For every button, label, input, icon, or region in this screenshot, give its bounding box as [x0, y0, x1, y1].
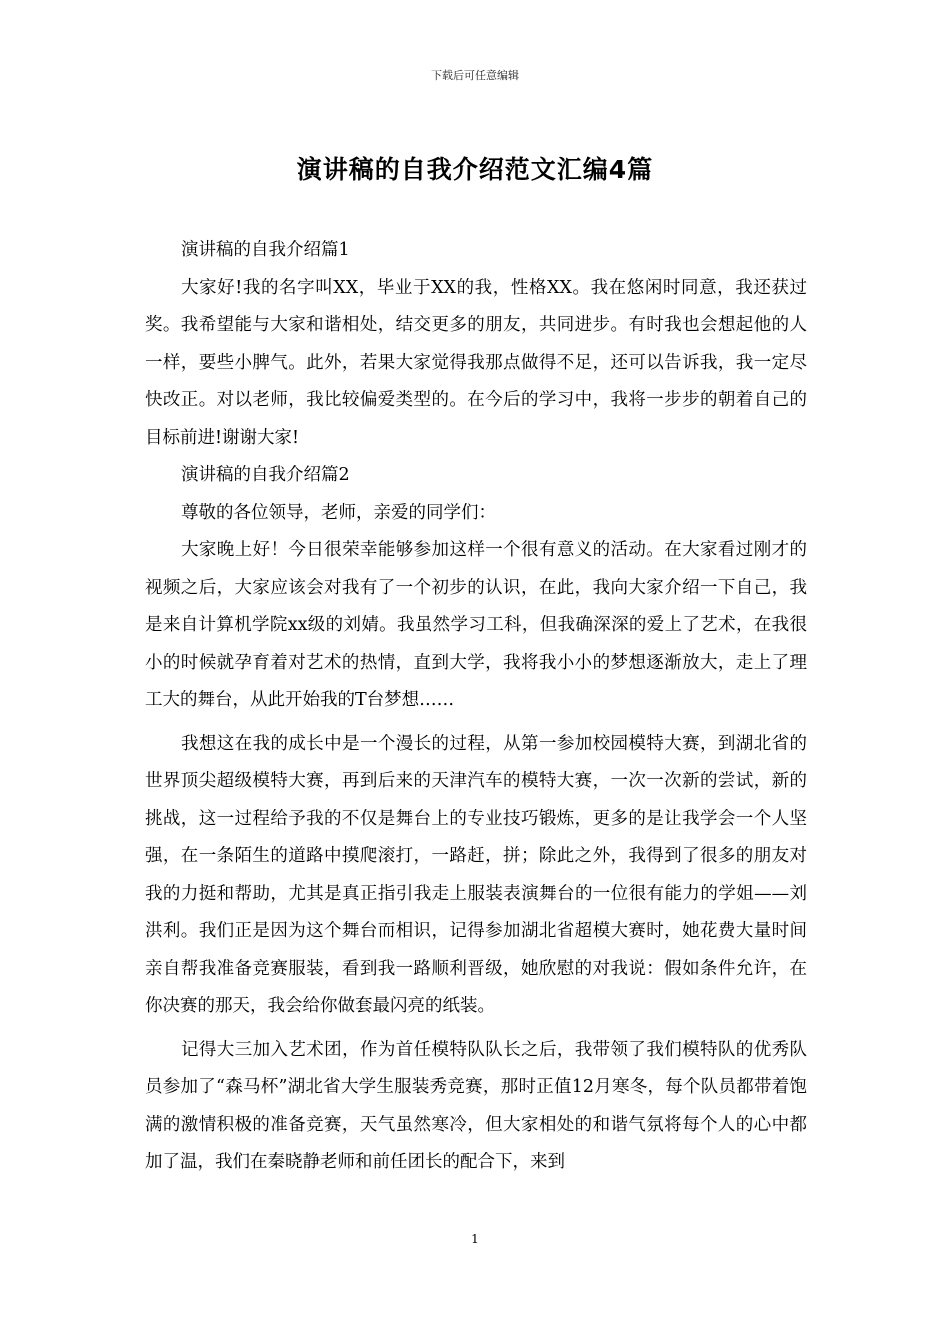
- body-paragraph: 大家晚上好！今日很荣幸能够参加这样一个很有意义的活动。在大家看过刚才的视频之后，大家应该会对我有了一个初步的认识，在此，我向大家介绍一下自己，我是来自计算机学院xx级的刘婧。我虽然学习工科，但我确深深的爱上了艺术，在我很小的时候就孕育着对艺术的热情，直到大学，我将我小小的梦想逐渐放大，走上了理工大的舞台，从此开始我的T台梦想……: [145, 540, 807, 710]
- body-paragraph: 大家好!我的名字叫XX，毕业于XX的我，性格XX。我在悠闲时同意，我还获过奖。我希望能与大家和谐相处，结交更多的朋友，共同进步。有时我也会想起他的人一样，要些小脾气。此外，若果大家觉得我那点做得不足，还可以告诉我，我一定尽快改正。对以老师，我比较偏爱类型的。在今后的学习中，我将一步步的朝着自己的目标前进!谢谢大家!: [145, 277, 807, 448]
- salutation-paragraph: 尊敬的各位领导，老师，亲爱的同学们：: [181, 502, 496, 523]
- document-title: 演讲稿的自我介绍范文汇编4篇: [296, 155, 654, 184]
- section-heading-1: 演讲稿的自我介绍篇1: [181, 240, 350, 260]
- page-header-note: 下载后可任意编辑: [431, 69, 519, 82]
- page-number: 1: [471, 1232, 479, 1246]
- section-heading-2: 演讲稿的自我介绍篇2: [181, 465, 350, 485]
- body-paragraph: 记得大三加入艺术团，作为首任模特队队长之后，我带领了我们模特队的优秀队员参加了“森马杯”湖北省大学生服装秀竞赛，那时正值12月寒冬，每个队员都带着饱满的激情积极的准备竞赛，天气虽然寒冷，但大家相处的和谐气氛将每个人的心中都加了温，我们在秦晓静老师和前任团长的配合下，来到: [145, 1039, 807, 1172]
- document-body: [145, 232, 807, 1182]
- body-paragraph: 我想这在我的成长中是一个漫长的过程，从第一参加校园模特大赛，到湖北省的世界顶尖超级模特大赛，再到后来的天津汽车的模特大赛，一次一次新的尝试，新的挑战，这一过程给予我的不仅是舞台上的专业技巧锻炼，更多的是让我学会一个人坚强，在一条陌生的道路中摸爬滚打，一路赶，拼；除此之外，我得到了很多的朋友对我的力挺和帮助，尤其是真正指引我走上服装表演舞台的一位很有能力的学姐——刘洪利。我们正是因为这个舞台而相识，记得参加湖北省超模大赛时，她花费大量时间亲自帮我准备竞赛服装，看到我一路顺利晋级，她欣慰的对我说：假如条件允许，在你决赛的那天，我会给你做套最闪亮的纸装。: [145, 733, 807, 1016]
